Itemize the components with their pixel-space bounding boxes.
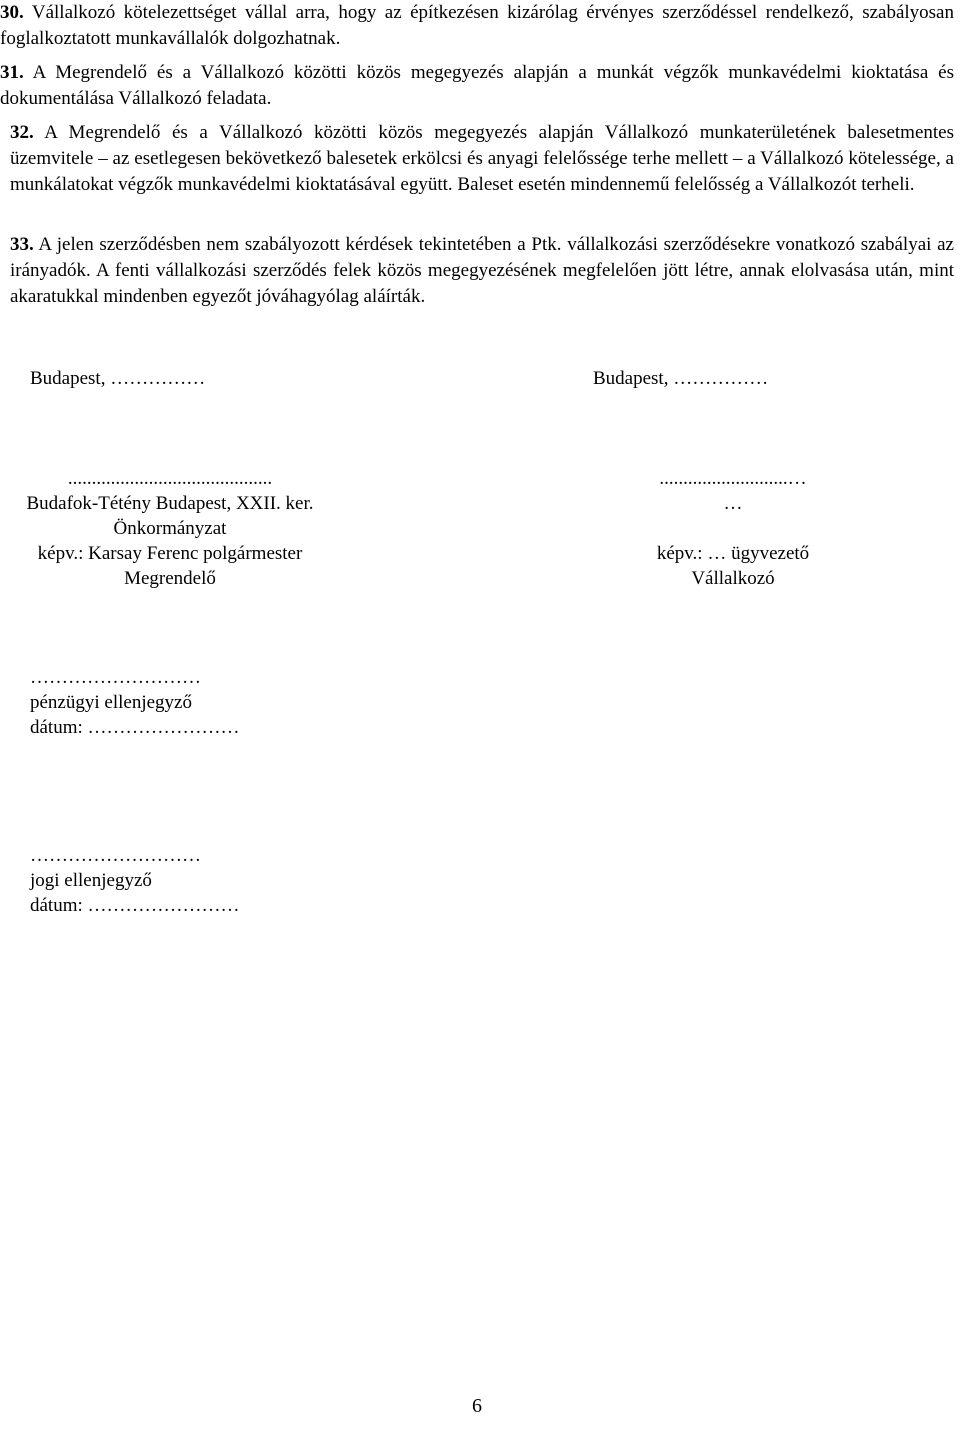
- clause-32: [0, 120, 954, 197]
- signatory-representative: képv.: … ügyvezető: [656, 543, 810, 564]
- signatory-representative: képv.: Karsay Ferenc polgármester: [37, 543, 303, 564]
- clause-text: A Megrendelő és a Vállalkozó közötti közös megegyezés alapján a munkát végzők munkavédelmi kioktatása és dokumentálása Vállalkozó feladata.: [0, 62, 954, 109]
- clause-33: [0, 232, 954, 309]
- signature-block-contractor: [603, 466, 863, 591]
- countersign-financial: [30, 665, 240, 740]
- countersign-date: dátum: ……………………: [30, 717, 240, 738]
- clause-text: A jelen szerződésben nem szabályozott kérdések tekintetében a Ptk. vállalkozási szerződésekre vonatkozó szabályai az irányadók. A fenti vállalkozási szerződés felek közös megegyezésének megfelelően jött létre, annak elolvasása után, mint akaratukkal mindenben egyezőt jóváhagyólag aláírták.: [10, 234, 954, 307]
- clause-30: [0, 0, 954, 52]
- signature-line: ………………………: [30, 667, 201, 688]
- clause-text: Vállalkozó kötelezettséget vállal arra, hogy az építkezésen kizárólag érvényes szerződéssel rendelkező, szabályosan foglalkoztatott munkavállalók dolgozhatnak.: [0, 2, 954, 49]
- clause-number: 33.: [10, 234, 34, 255]
- clause-text: A Megrendelő és a Vállalkozó közötti közös megegyezés alapján Vállalkozó munkaterületének balesetmentes üzemvitele – az esetlegesen bekövetkező balesetek erkölcsi és anyagi felelőssége terhe mellett – a Vállalkozó kötelessége, a munkálatokat végzők munkavédelmi kioktatásával együtt. Baleset esetén mindennemű felelősség a Vállalkozót terheli.: [10, 122, 954, 195]
- page-number: 6: [472, 1395, 482, 1417]
- countersign-date: dátum: ……………………: [30, 895, 240, 916]
- place-date-left: Budapest, ……………: [30, 368, 206, 389]
- signatory-role: Vállalkozó: [691, 568, 775, 589]
- countersign-title: pénzügyi ellenjegyző: [30, 692, 192, 713]
- signature-block-client: [0, 466, 340, 591]
- clause-number: 32.: [10, 122, 34, 143]
- signature-line: ...........................…: [659, 468, 807, 489]
- countersign-legal: [30, 843, 240, 918]
- signature-line: ………………………: [30, 845, 201, 866]
- signatory-name: Budafok-Tétény Budapest, XXII. ker.: [26, 493, 314, 514]
- clause-31: [0, 60, 954, 112]
- signatory-role: Megrendelő: [124, 568, 216, 589]
- signatory-name: …: [723, 493, 743, 514]
- signatory-name: Önkormányzat: [113, 518, 227, 539]
- place-date-right: Budapest, ……………: [593, 368, 769, 389]
- clause-number: 31.: [0, 62, 24, 83]
- countersign-title: jogi ellenjegyző: [30, 870, 152, 891]
- signature-line: ...........................................: [67, 468, 273, 489]
- clause-number: 30.: [0, 2, 24, 23]
